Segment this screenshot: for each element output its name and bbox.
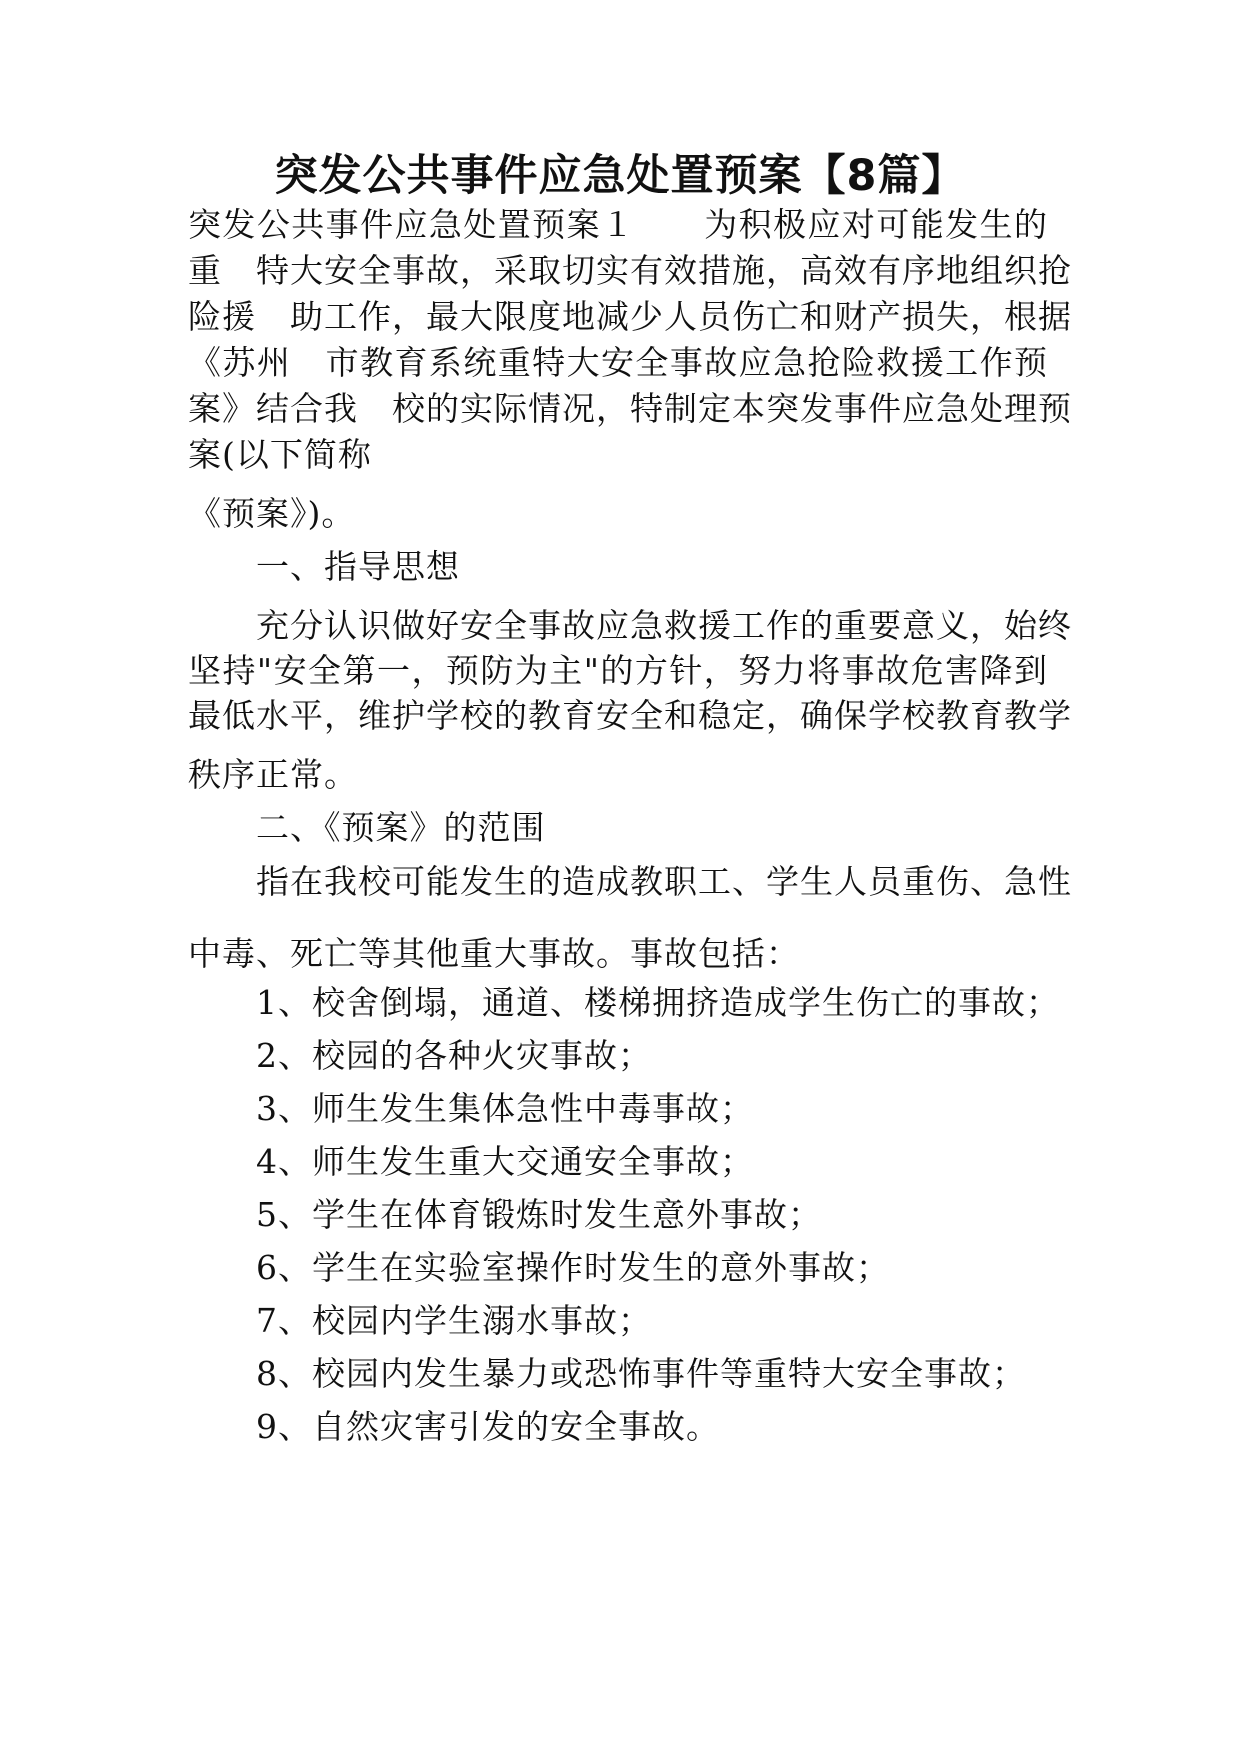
intro-tail: 《预案》)。 (188, 494, 356, 533)
list-item: 1、校舍倒塌，通道、楼梯拥挤造成学生伤亡的事故； (256, 983, 1060, 1022)
intro-line: 突发公共事件应急处置预案１ 为积极应对可能发生的 (188, 205, 1048, 244)
paragraph-line: 秩序正常。 (188, 755, 358, 794)
paragraph-line: 充分认识做好安全事故应急救援工作的重要意义，始终 (256, 606, 1072, 645)
list-item: 8、校园内发生暴力或恐怖事件等重特大安全事故； (256, 1354, 1026, 1393)
intro-line: 案(以下简称 (188, 435, 372, 474)
paragraph-line: 指在我校可能发生的造成教职工、学生人员重伤、急性 (256, 862, 1072, 901)
intro-line: 案》结合我 校的实际情况，特制定本突发事件应急处理预 (188, 389, 1072, 428)
document-title: 突发公共事件应急处置预案【8篇】 (274, 151, 966, 201)
paragraph-line: 中毒、死亡等其他重大事故。事故包括： (188, 934, 800, 973)
list-item: 4、师生发生重大交通安全事故； (256, 1142, 754, 1181)
list-item: 5、学生在体育锻炼时发生意外事故； (256, 1195, 822, 1234)
section-heading: 二、《预案》的范围 (256, 808, 546, 847)
list-item: 6、学生在实验室操作时发生的意外事故； (256, 1248, 890, 1287)
intro-line: 重 特大安全事故，采取切实有效措施，高效有序地组织抢 (188, 251, 1072, 290)
paragraph-line: 坚持"安全第一，预防为主"的方针，努力将事故危害降到 (188, 651, 1048, 690)
intro-line: 《苏州 市教育系统重特大安全事故应急抢险救援工作预 (188, 343, 1048, 382)
list-item: 9、自然灾害引发的安全事故。 (256, 1407, 720, 1446)
list-item: 3、师生发生集体急性中毒事故； (256, 1089, 754, 1128)
section-heading: 一、指导思想 (256, 547, 460, 586)
paragraph-line: 最低水平，维护学校的教育安全和稳定，确保学校教育教学 (188, 696, 1072, 735)
intro-line: 险援 助工作，最大限度地减少人员伤亡和财产损失，根据 (188, 297, 1072, 336)
list-item: 2、校园的各种火灾事故； (256, 1036, 652, 1075)
list-item: 7、校园内学生溺水事故； (256, 1301, 652, 1340)
